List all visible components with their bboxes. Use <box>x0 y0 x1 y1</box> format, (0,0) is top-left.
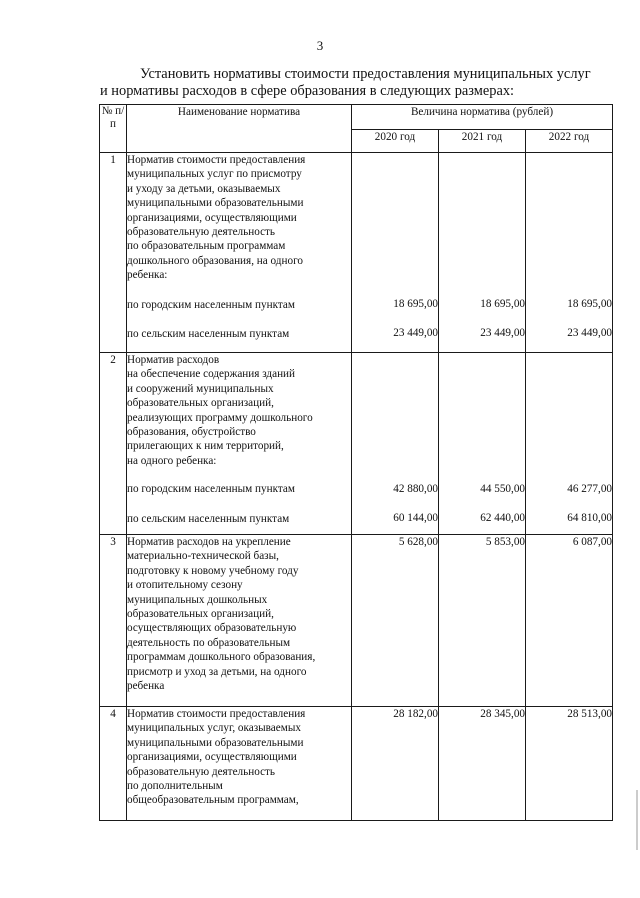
name-line: организациями, осуществляющими <box>127 751 297 764</box>
name-line: и уходу за детьми, оказываемых <box>127 182 281 195</box>
row-name <box>127 353 352 535</box>
intro-paragraph <box>100 66 640 100</box>
table-row <box>100 153 613 353</box>
table-row <box>100 707 613 821</box>
value-rural: 23 449,00 <box>393 327 438 340</box>
name-line: муниципальных услуг по присмотру <box>127 168 302 181</box>
intro-line-1: Установить нормативы стоимости предоставления муниципальных услуг <box>140 66 591 82</box>
table-row <box>100 353 613 535</box>
intro-line-2: и нормативы расходов в сфере образования в следующих размерах: <box>100 83 515 99</box>
row-number: 2 <box>100 353 127 535</box>
value-2021 <box>439 153 526 353</box>
header-row-1 <box>100 105 613 130</box>
norms-table <box>99 104 613 821</box>
value-2020 <box>352 707 439 821</box>
name-line: на одного ребенка: <box>127 454 217 467</box>
value: 28 513,00 <box>567 708 612 720</box>
header-year-2020: 2020 год <box>352 130 439 153</box>
header-year-2022: 2022 год <box>526 130 613 153</box>
value-2020 <box>352 353 439 535</box>
name-line: общеобразовательным программам, <box>127 794 299 807</box>
value-2022 <box>526 535 613 707</box>
value-rural: 62 440,00 <box>480 512 525 525</box>
value-urban: 18 695,00 <box>567 298 612 310</box>
scan-edge-mark <box>636 790 638 850</box>
name-line: осуществляющих образовательную <box>127 622 297 635</box>
name-line: ребенка: <box>127 269 168 282</box>
sub-label-urban: по городским населенным пунктам <box>127 298 295 311</box>
name-line: образовательную деятельность <box>127 765 276 778</box>
value-urban: 46 277,00 <box>567 483 612 495</box>
name-line: Норматив расходов <box>127 354 220 366</box>
value-urban: 18 695,00 <box>480 298 525 310</box>
name-line: ребенка <box>127 680 165 693</box>
header-num: № п/п <box>100 105 127 153</box>
name-line: и сооружений муниципальных <box>127 382 274 395</box>
row-name <box>127 153 352 353</box>
value-2022 <box>526 707 613 821</box>
name-line: образовательную деятельность <box>127 226 276 239</box>
name-line: прилегающих к ним территорий, <box>127 440 284 453</box>
name-line: по дополнительным <box>127 780 223 793</box>
value-2021 <box>439 353 526 535</box>
value: 5 853,00 <box>485 536 525 548</box>
table-row <box>100 535 613 707</box>
name-line: организациями, осуществляющими <box>127 211 297 224</box>
name-line: муниципальных услуг, оказываемых <box>127 722 301 735</box>
row-number: 1 <box>100 153 127 353</box>
name-line: на обеспечение содержания зданий <box>127 368 296 381</box>
name-line: муниципальных дошкольных <box>127 593 268 606</box>
value-2020 <box>352 535 439 707</box>
value-2022 <box>526 353 613 535</box>
name-line: муниципальными образовательными <box>127 736 304 749</box>
value-2020 <box>352 153 439 353</box>
name-line: дошкольного образования, на одного <box>127 254 303 267</box>
value-rural: 60 144,00 <box>393 512 438 525</box>
page-number: 3 <box>316 38 324 53</box>
value: 5 628,00 <box>398 536 438 548</box>
sub-label-rural: по сельским населенным пунктам <box>127 328 290 341</box>
header-name: Наименование норматива <box>127 105 352 153</box>
row-name <box>127 535 352 707</box>
sub-label-urban: по городским населенным пунктам <box>127 483 295 496</box>
value: 28 345,00 <box>480 708 525 720</box>
name-line: и отопительному сезону <box>127 579 243 592</box>
name-line: образования, обустройство <box>127 426 256 439</box>
name-line: Норматив расходов на укрепление <box>127 536 291 548</box>
value-urban: 18 695,00 <box>393 298 438 310</box>
value-rural: 23 449,00 <box>567 327 612 340</box>
name-line: материально-технической базы, <box>127 550 279 563</box>
name-line: подготовку к новому учебному году <box>127 564 299 577</box>
value-2021 <box>439 707 526 821</box>
value-2021 <box>439 535 526 707</box>
value-2022 <box>526 153 613 353</box>
name-line: присмотр и уход за детьми, на одного <box>127 665 307 678</box>
header-value: Величина норматива (рублей) <box>352 105 613 130</box>
value: 28 182,00 <box>393 708 438 720</box>
name-line: по образовательным программам <box>127 240 286 253</box>
name-line: образовательных организаций, <box>127 397 274 410</box>
value-urban: 42 880,00 <box>393 483 438 495</box>
row-name <box>127 707 352 821</box>
name-line: муниципальными образовательными <box>127 197 304 210</box>
name-line: реализующих программу дошкольного <box>127 411 313 424</box>
sub-label-rural: по сельским населенным пунктам <box>127 512 290 525</box>
value-rural: 23 449,00 <box>480 327 525 340</box>
value-rural: 64 810,00 <box>567 512 612 525</box>
header-year-2021: 2021 год <box>439 130 526 153</box>
name-line: Норматив стоимости предоставления <box>127 154 306 166</box>
value: 6 087,00 <box>572 536 612 548</box>
value-urban: 44 550,00 <box>480 483 525 495</box>
name-line: Норматив стоимости предоставления <box>127 708 306 720</box>
name-line: деятельность по образовательным <box>127 636 291 649</box>
row-number: 4 <box>100 707 127 821</box>
name-line: образовательных организаций, <box>127 608 274 621</box>
name-line: программам дошкольного образования, <box>127 651 316 664</box>
row-number: 3 <box>100 535 127 707</box>
